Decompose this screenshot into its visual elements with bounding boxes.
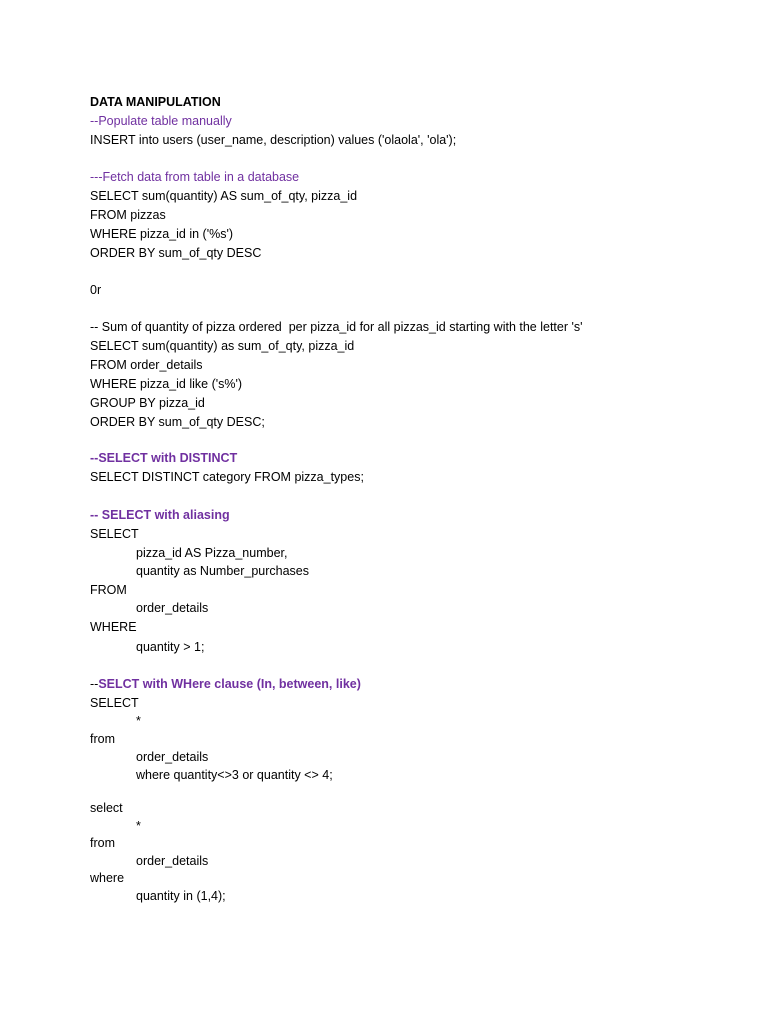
comment-where-clause	[90, 676, 361, 692]
w1-select: SELECT	[90, 696, 139, 710]
w2-table: order_details	[136, 854, 209, 868]
or-text: 0r	[90, 283, 102, 297]
alias-table: order_details	[136, 601, 209, 615]
alias-col2: quantity as Number_purchases	[136, 564, 310, 578]
query2-line: FROM order_details	[90, 358, 203, 372]
alias-from: FROM	[90, 583, 127, 597]
comment-where-text: SELCT with WHere clause (In, between, like)	[98, 677, 361, 691]
query1-line: ORDER BY sum_of_qty DESC	[90, 246, 262, 260]
query2-line: SELECT sum(quantity) as sum_of_qty, pizza_id	[90, 339, 355, 353]
query2-line: WHERE pizza_id like ('s%')	[90, 377, 243, 391]
w2-star: *	[136, 819, 141, 833]
w1-star: *	[136, 714, 141, 728]
comment-alias: -- SELECT with aliasing	[90, 508, 230, 522]
query1-line: WHERE pizza_id in ('%s')	[90, 227, 233, 241]
w1-cond: where quantity<>3 or quantity <> 4;	[136, 768, 333, 782]
w2-where: where	[90, 871, 125, 885]
w2-cond: quantity in (1,4);	[136, 889, 226, 903]
w2-select: select	[90, 801, 123, 815]
w2-from: from	[90, 836, 115, 850]
alias-cond: quantity > 1;	[136, 640, 205, 654]
alias-select: SELECT	[90, 527, 139, 541]
comment-distinct: --SELECT with DISTINCT	[90, 451, 238, 465]
w1-from: from	[90, 732, 115, 746]
page-title: DATA MANIPULATION	[90, 95, 221, 109]
distinct-statement: SELECT DISTINCT category FROM pizza_types;	[90, 470, 364, 484]
comment-populate: --Populate table manually	[90, 114, 232, 128]
query1-line: SELECT sum(quantity) AS sum_of_qty, pizza_id	[90, 189, 358, 203]
query2-line: ORDER BY sum_of_qty DESC;	[90, 415, 265, 429]
comment-sum: -- Sum of quantity of pizza ordered per pizza_id for all pizzas_id starting with the letter 's'	[90, 320, 583, 334]
w1-table: order_details	[136, 750, 209, 764]
alias-where: WHERE	[90, 620, 137, 634]
query2-line: GROUP BY pizza_id	[90, 396, 205, 410]
insert-statement: INSERT into users (user_name, description) values ('olaola', 'ola');	[90, 133, 457, 147]
query1-line: FROM pizzas	[90, 208, 166, 222]
comment-fetch: ---Fetch data from table in a database	[90, 170, 300, 184]
alias-col1: pizza_id AS Pizza_number,	[136, 546, 288, 560]
comment-prefix: --	[90, 677, 99, 691]
